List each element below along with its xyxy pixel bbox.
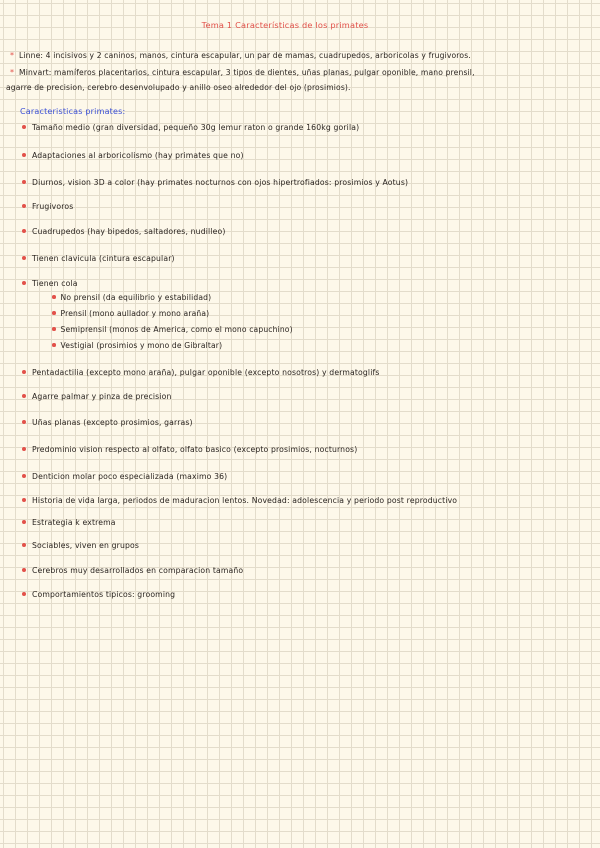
bullet-icon bbox=[22, 256, 26, 260]
bullet-icon bbox=[22, 394, 26, 398]
bullet-icon bbox=[22, 474, 26, 478]
bullet-icon bbox=[22, 520, 26, 524]
bullet-icon bbox=[22, 447, 26, 451]
bullet-icon bbox=[22, 498, 26, 502]
list-item: Tamaño medio (gran diversidad, pequeño 30g lemur raton o grande 160kg gorila) bbox=[22, 123, 359, 132]
red-asterisk-icon: * bbox=[10, 51, 15, 60]
list-item: Frugivoros bbox=[22, 202, 73, 211]
bullet-icon bbox=[22, 204, 26, 208]
list-item: Predominio vision respecto al olfato, olfato basico (excepto prosimios, nocturnos) bbox=[22, 445, 357, 454]
bullet-icon bbox=[22, 543, 26, 547]
bullet-icon bbox=[22, 125, 26, 129]
bullet-icon bbox=[52, 343, 56, 347]
list-item: Historia de vida larga, periodos de maduracion lentos. Novedad: adolescencia y periodo post reproductivo bbox=[22, 496, 457, 505]
bullet-icon bbox=[22, 370, 26, 374]
list-item: Diurnos, vision 3D a color (hay primates nocturnos con ojos hipertrofiados: prosimios y Aotus) bbox=[22, 178, 408, 187]
list-item: Sociables, viven en grupos bbox=[22, 541, 139, 550]
list-item: Denticion molar poco especializada (maximo 36) bbox=[22, 472, 227, 481]
list-item: Adaptaciones al arboricolismo (hay primates que no) bbox=[22, 151, 244, 160]
definition-minvart bbox=[6, 65, 596, 96]
definitions-block bbox=[6, 48, 596, 96]
bullet-icon bbox=[52, 311, 56, 315]
red-asterisk-icon: * bbox=[10, 67, 15, 77]
list-item: Uñas planas (excepto prosimios, garras) bbox=[22, 418, 193, 427]
bullet-icon bbox=[22, 592, 26, 596]
sub-list-item: Vestigial (prosimios y mono de Gibraltar) bbox=[52, 341, 222, 350]
list-item: Tienen cola bbox=[22, 279, 78, 288]
definition-linne bbox=[6, 48, 596, 64]
page-title: Tema 1 Características de los primates bbox=[201, 20, 369, 30]
definition-text: Linne: 4 incisivos y 2 caninos, manos, cintura escapular, un par de mamas, cuadrupedos, arboricolas y frugivoros. bbox=[19, 51, 471, 60]
list-item: Agarre palmar y pinza de precision bbox=[22, 392, 171, 401]
bullet-icon bbox=[22, 420, 26, 424]
list-item: Estrategia k extrema bbox=[22, 518, 116, 527]
list-item: Pentadactilia (excepto mono araña), pulgar oponible (excepto nosotros) y dermatoglifs bbox=[22, 368, 380, 377]
list-item: Comportamientos tipicos: grooming bbox=[22, 590, 175, 599]
bullet-icon bbox=[22, 153, 26, 157]
bullet-icon bbox=[22, 229, 26, 233]
sub-list-item: No prensil (da equilibrio y estabilidad) bbox=[52, 293, 211, 302]
bullet-icon bbox=[22, 568, 26, 572]
list-item: Cuadrupedos (hay bipedos, saltadores, nudilleo) bbox=[22, 227, 225, 236]
sub-list-item: Prensil (mono aullador y mono araña) bbox=[52, 309, 209, 318]
bullet-icon bbox=[22, 281, 26, 285]
list-item: Tienen clavicula (cintura escapular) bbox=[22, 254, 175, 263]
bullet-icon bbox=[22, 180, 26, 184]
section-heading: Caracteristicas primates: bbox=[20, 107, 126, 116]
definition-text-continued: agarre de precision, cerebro desenvolupado y anillo oseo alrededor del ojo (prosimios). bbox=[6, 83, 351, 92]
list-item: Cerebros muy desarrollados en comparacion tamaño bbox=[22, 566, 243, 575]
sub-list-item: Semiprensil (monos de America, como el mono capuchino) bbox=[52, 325, 293, 334]
bullet-icon bbox=[52, 327, 56, 331]
definition-text: Minvart: mamíferos placentarios, cintura escapular, 3 tipos de dientes, uñas planas, pulgar oponible, mano prensil, bbox=[19, 67, 475, 77]
bullet-icon bbox=[52, 295, 56, 299]
